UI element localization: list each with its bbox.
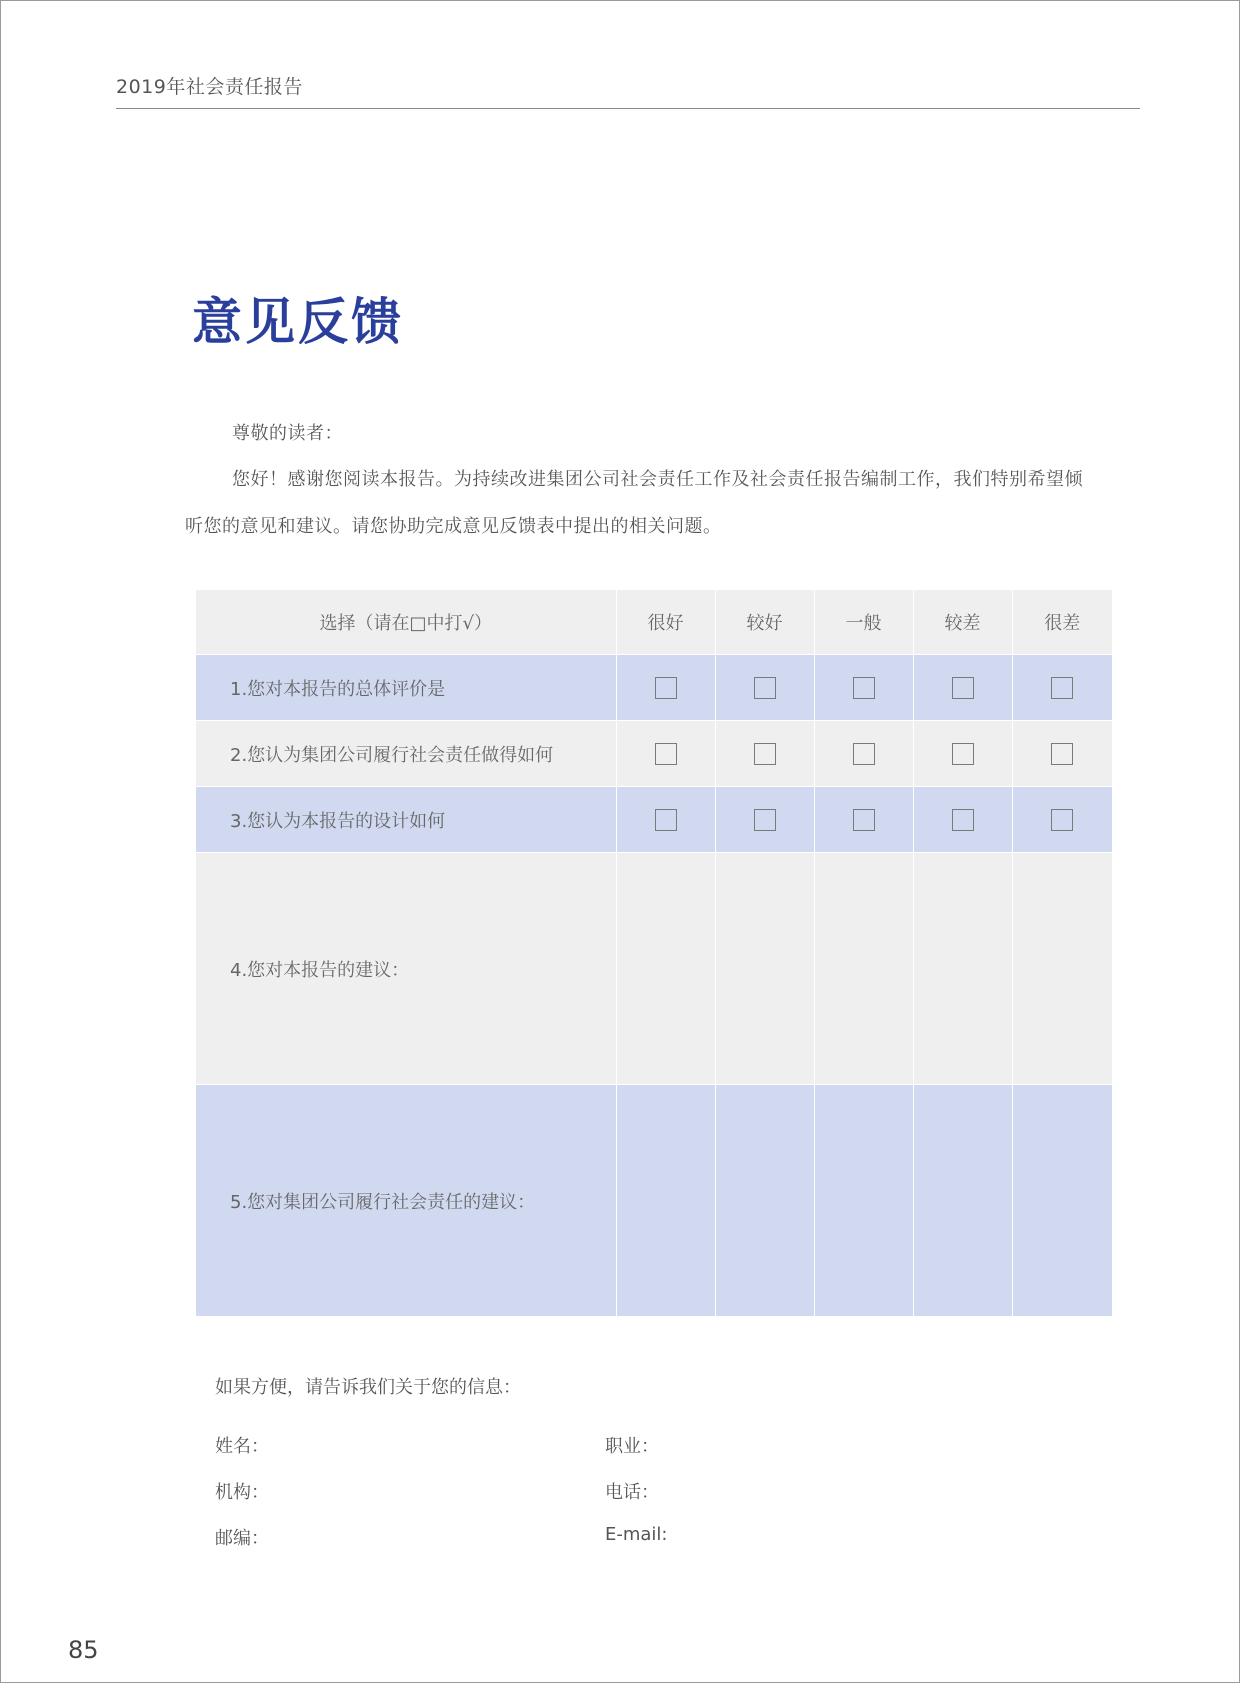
intro-text-line-1: 您好！感谢您阅读本报告。为持续改进集团公司社会责任工作及社会责任报告编制工作，我们特别希望倾 bbox=[232, 469, 1083, 490]
question-row-2 bbox=[196, 721, 1112, 787]
header-select-label: 选择（请在□中打√） bbox=[196, 590, 616, 655]
postcode-label: 邮编： bbox=[215, 1528, 269, 1549]
q5-answer-area[interactable] bbox=[814, 1085, 913, 1317]
q5-answer-area[interactable] bbox=[913, 1085, 1012, 1317]
header-divider bbox=[116, 108, 1140, 109]
q2-very-poor-checkbox[interactable] bbox=[1051, 743, 1073, 765]
name-label: 姓名： bbox=[215, 1436, 269, 1457]
q1-very-poor-checkbox[interactable] bbox=[1051, 677, 1073, 699]
open-question-row-5 bbox=[196, 1085, 1112, 1317]
question-row-3 bbox=[196, 787, 1112, 853]
rating-header-very-good: 很好 bbox=[616, 590, 715, 655]
q4-answer-area[interactable] bbox=[715, 853, 814, 1085]
q2-good-checkbox[interactable] bbox=[754, 743, 776, 765]
rating-header-poor: 较差 bbox=[913, 590, 1012, 655]
q3-very-poor-checkbox[interactable] bbox=[1051, 809, 1073, 831]
phone-label: 电话： bbox=[605, 1482, 659, 1503]
report-header-title: 2019年社会责任报告 bbox=[116, 76, 303, 98]
greeting-text: 尊敬的读者： bbox=[232, 423, 343, 444]
question-1-text: 1.您对本报告的总体评价是 bbox=[196, 655, 616, 721]
q4-answer-area[interactable] bbox=[814, 853, 913, 1085]
q2-very-good-checkbox[interactable] bbox=[655, 743, 677, 765]
q5-answer-area[interactable] bbox=[616, 1085, 715, 1317]
q1-good-checkbox[interactable] bbox=[754, 677, 776, 699]
rating-header-good: 较好 bbox=[715, 590, 814, 655]
q2-poor-checkbox[interactable] bbox=[952, 743, 974, 765]
q3-average-checkbox[interactable] bbox=[853, 809, 875, 831]
contact-info-lead: 如果方便，请告诉我们关于您的信息： bbox=[215, 1377, 521, 1398]
question-row-1 bbox=[196, 655, 1112, 721]
question-4-text: 4.您对本报告的建议： bbox=[196, 853, 616, 1085]
feedback-table bbox=[196, 590, 1112, 1317]
q3-good-checkbox[interactable] bbox=[754, 809, 776, 831]
q5-answer-area[interactable] bbox=[1012, 1085, 1112, 1317]
q4-answer-area[interactable] bbox=[913, 853, 1012, 1085]
rating-header-average: 一般 bbox=[814, 590, 913, 655]
rating-header-very-poor: 很差 bbox=[1012, 590, 1112, 655]
q1-poor-checkbox[interactable] bbox=[952, 677, 974, 699]
q1-average-checkbox[interactable] bbox=[853, 677, 875, 699]
organization-label: 机构： bbox=[215, 1482, 269, 1503]
page-number: 85 bbox=[68, 1636, 99, 1664]
q4-answer-area[interactable] bbox=[1012, 853, 1112, 1085]
question-3-text: 3.您认为本报告的设计如何 bbox=[196, 787, 616, 853]
question-2-text: 2.您认为集团公司履行社会责任做得如何 bbox=[196, 721, 616, 787]
page-title: 意见反馈 bbox=[192, 293, 404, 351]
q1-very-good-checkbox[interactable] bbox=[655, 677, 677, 699]
open-question-row-4 bbox=[196, 853, 1112, 1085]
email-label: E-mail: bbox=[605, 1524, 668, 1545]
q4-answer-area[interactable] bbox=[616, 853, 715, 1085]
q5-answer-area[interactable] bbox=[715, 1085, 814, 1317]
q3-poor-checkbox[interactable] bbox=[952, 809, 974, 831]
intro-text-line-2: 听您的意见和建议。请您协助完成意见反馈表中提出的相关问题。 bbox=[185, 516, 722, 537]
q3-very-good-checkbox[interactable] bbox=[655, 809, 677, 831]
table-header-row bbox=[196, 590, 1112, 655]
occupation-label: 职业： bbox=[605, 1436, 659, 1457]
question-5-text: 5.您对集团公司履行社会责任的建议： bbox=[196, 1085, 616, 1317]
q2-average-checkbox[interactable] bbox=[853, 743, 875, 765]
